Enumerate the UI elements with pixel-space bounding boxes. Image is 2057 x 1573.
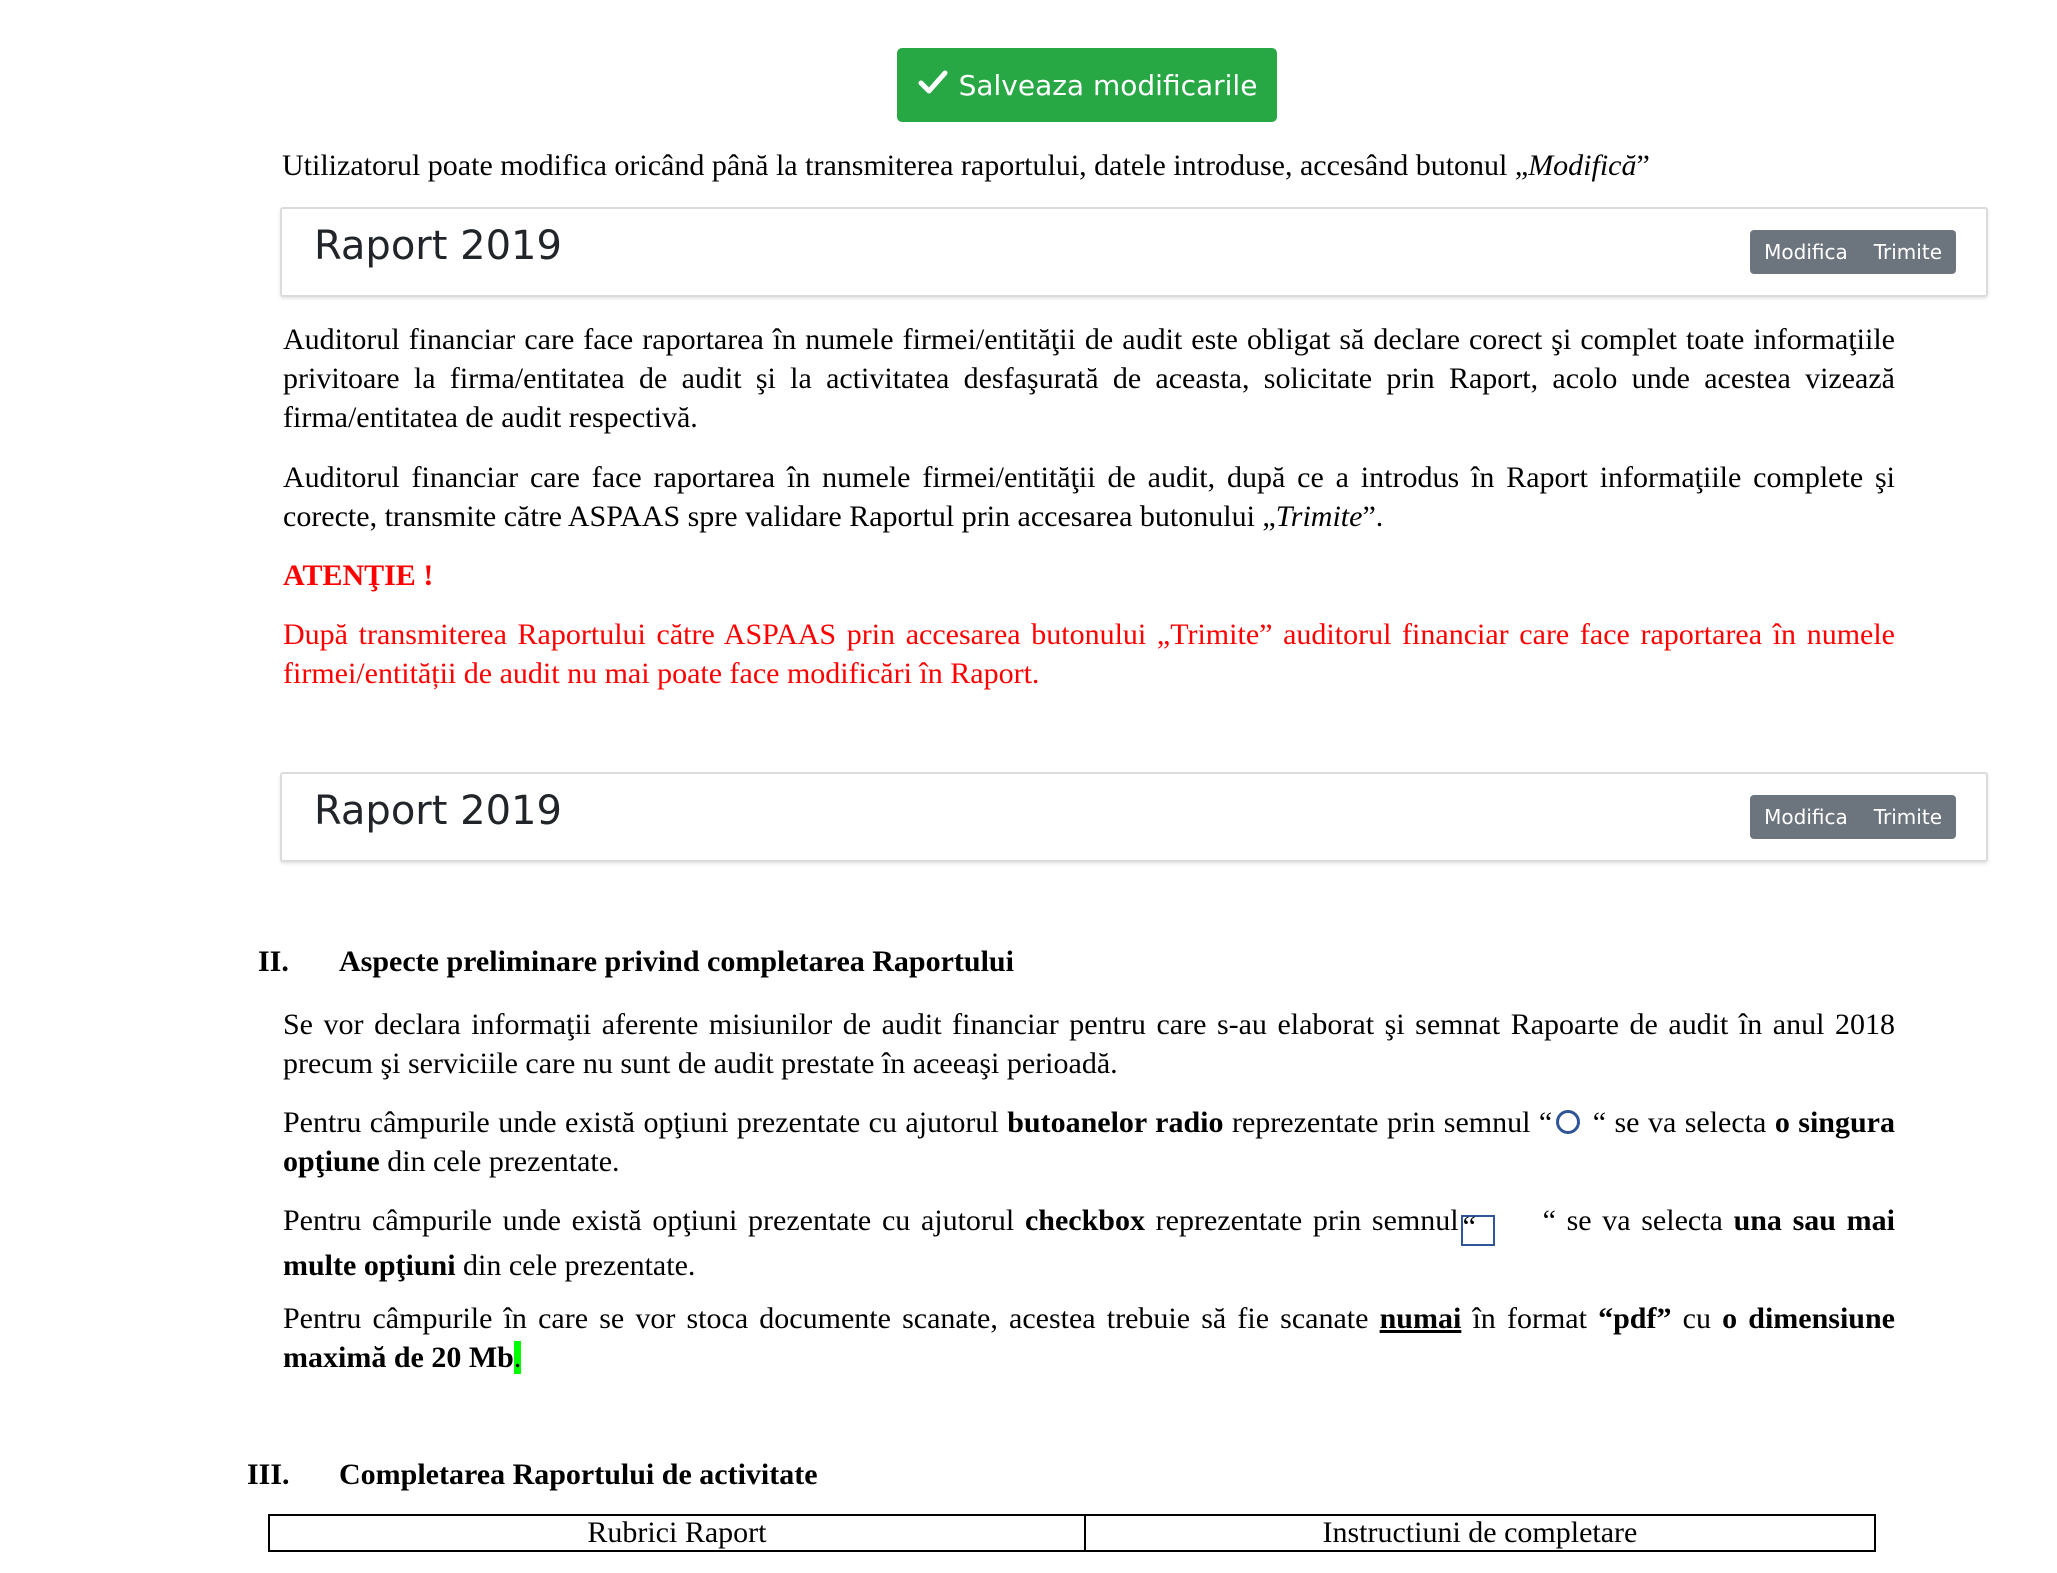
send-button[interactable]: Trimite (1873, 805, 1942, 829)
report-card (280, 207, 1988, 297)
radio-instructions: Pentru câmpurile unde există opţiuni prezentate cu ajutorul butoanelor radio reprezentate prin semnul “ “ se va selecta o singura opţiune din cele prezentate. (283, 1106, 1895, 1178)
report-title: Raport 2019 (314, 788, 562, 834)
section-3-number: III. (247, 1458, 290, 1491)
section-2-intro: Se vor declara informaţii aferente misiunilor de audit financiar pentru care s-au elaborat şi semnat Rapoarte de audit în anul 2018 precum şi serviciile care nu sunt de audit prestate în aceeaşi perioadă. (283, 1008, 1895, 1080)
pdf-instructions: Pentru câmpurile în care se vor stoca documente scanate, acestea trebuie să fie scanate numai în format “pdf” cu o dimensiune maximă de 20 Mb. (283, 1302, 1895, 1374)
radio-button-icon (1556, 1110, 1580, 1134)
report-action-buttons (1750, 795, 1956, 839)
section-2-title: Aspecte preliminare privind completarea Raportului (339, 945, 1014, 978)
warning-text: După transmiterea Raportului către ASPAAS prin accesarea butonului „Trimite” auditorul financiar care face raportarea în numele firmei/entității de audit nu mai poate face modificări în Raport. (283, 618, 1895, 690)
warning-title: ATENŢIE ! (283, 559, 434, 592)
modify-button[interactable]: Modifica (1764, 240, 1848, 264)
intro-text: Utilizatorul poate modifica oricând până la transmiterea raportului, datele introduse, accesând butonul „Modifică” (282, 149, 1650, 182)
paragraph-obligation: Auditorul financiar care face raportarea în numele firmei/entităţii de audit este obligat să declare corect şi complet toate informaţiile privitoare la firma/entitatea de audit şi la activitatea desfaşurată de aceasta, solicitate prin Raport, acolo unde acestea vizează firma/entitatea de audit respectivă. (283, 323, 1895, 434)
checkbox-icon: “ (1461, 1215, 1495, 1246)
section-3-title: Completarea Raportului de activitate (339, 1458, 818, 1491)
report-title: Raport 2019 (314, 223, 562, 269)
table-header: Instructiuni de completare (1085, 1515, 1875, 1551)
check-icon (917, 66, 949, 105)
report-table (268, 1514, 1876, 1552)
send-button[interactable]: Trimite (1873, 240, 1942, 264)
section-2-number: II. (258, 945, 289, 978)
report-card (280, 772, 1988, 862)
table-header: Rubrici Raport (269, 1515, 1085, 1551)
modify-button[interactable]: Modifica (1764, 805, 1848, 829)
save-changes-button[interactable] (897, 48, 1277, 122)
checkbox-instructions: Pentru câmpurile unde există opţiuni prezentate cu ajutorul checkbox reprezentate prin semnul “ “ se va selecta una sau mai multe opţiuni din cele prezentate. (283, 1204, 1895, 1282)
paragraph-send-instructions: Auditorul financiar care face raportarea în numele firmei/entităţii de audit, după ce a introdus în Raport informaţiile complete şi corecte, transmite către ASPAAS spre validare Raportul prin accesarea butonului „Trimite”. (283, 461, 1895, 533)
save-button-label: Salveaza modificarile (958, 68, 1258, 102)
report-action-buttons (1750, 230, 1956, 274)
